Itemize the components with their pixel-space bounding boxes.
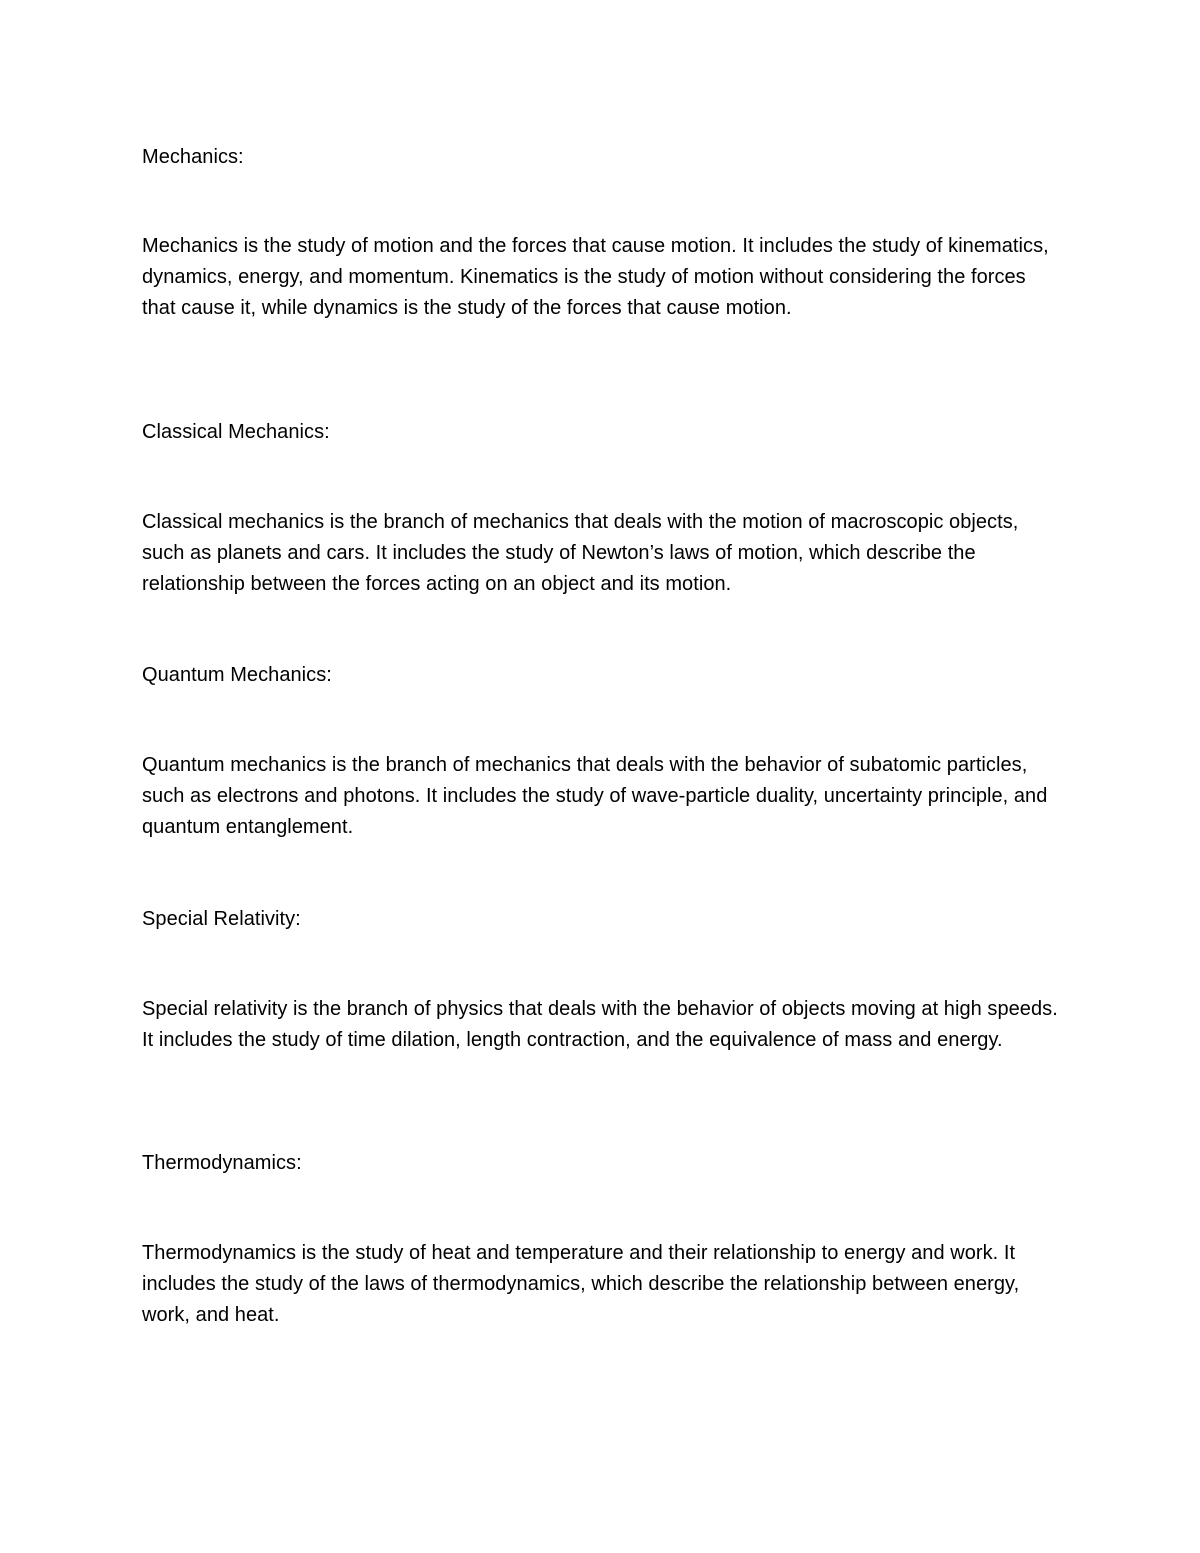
section-heading-classical-mechanics: Classical Mechanics:: [142, 421, 330, 443]
section-body-thermodynamics: Thermodynamics is the study of heat and temperature and their relationship to energy and work. It includes the study of the laws of thermodynamics, which describe the relationship between energy, work, and heat.: [142, 1242, 1020, 1326]
section-heading-special-relativity: Special Relativity:: [142, 908, 301, 930]
section-body-mechanics: Mechanics is the study of motion and the forces that cause motion. It includes the study of kinematics, dynamics, energy, and momentum. Kinematics is the study of motion without considering the forces that cause it, while dynamics is the study of the forces that cause motion.: [142, 235, 1049, 319]
section-heading-mechanics: Mechanics:: [142, 146, 244, 168]
section-heading-thermodynamics: Thermodynamics:: [142, 1152, 302, 1174]
section-heading-quantum-mechanics: Quantum Mechanics:: [142, 664, 332, 686]
section-body-classical-mechanics: Classical mechanics is the branch of mechanics that deals with the motion of macroscopic objects, such as planets and cars. It includes the study of Newton’s laws of motion, which describe the relationship between the forces acting on an object and its motion.: [142, 511, 1019, 595]
section-body-quantum-mechanics: Quantum mechanics is the branch of mechanics that deals with the behavior of subatomic particles, such as electrons and photons. It includes the study of wave-particle duality, uncertainty principle, and quantum entanglement.: [142, 754, 1048, 838]
section-body-special-relativity: Special relativity is the branch of physics that deals with the behavior of objects moving at high speeds. It includes the study of time dilation, length contraction, and the equivalence of mass and energy.: [142, 998, 1058, 1051]
